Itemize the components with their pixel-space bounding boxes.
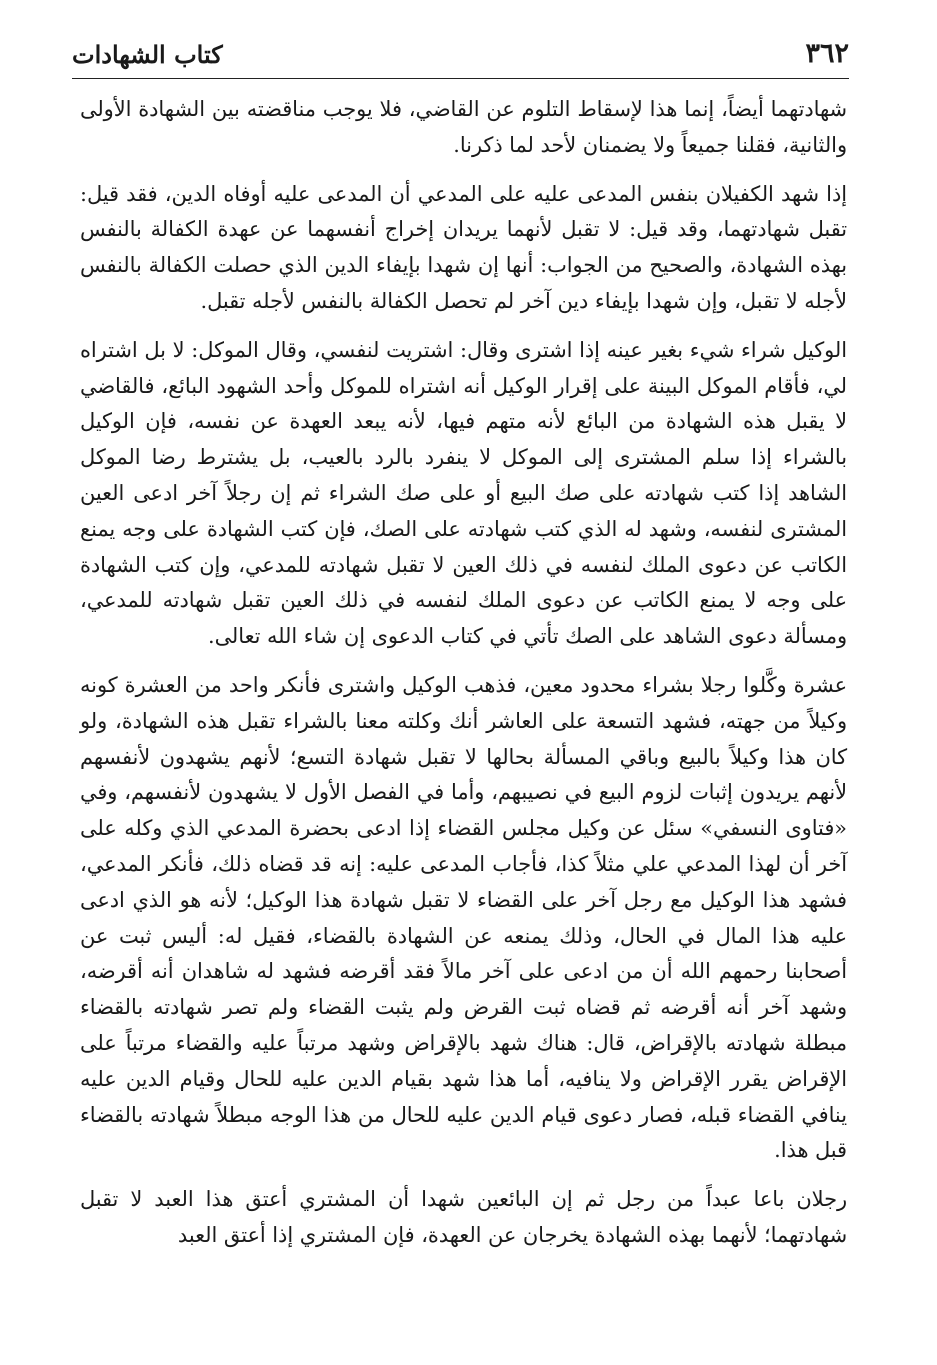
paragraph-ten-principals: عشرة وكَّلوا رجلا بشراء محدود معين، فذهب الوكيل واشترى فأنكر واحد من العشرة كونه وكيلاً من جهته، فشهد التسعة على العاشر أنك وكلته معنا بالشراء تقبل هذه الشهادة، ولو كان هذا وكيلاً بالبيع وباقي المسألة بحالها لا تقبل شهادة التسع؛ لأنهم يشهدون لأنفسهم لأنهم يريدون إثبات لزوم البيع في نصيبهم، وأما في الفصل الأول لا يشهدون لأنفسهم، وفي «فتاوى النسفي» سئل عن وكيل مجلس القضاء إذا ادعى بحضرة المدعي الذي وكله على آخر أن لهذا المدعي علي مثلاً كذا، فأجاب المدعى عليه: إنه قد قضاه ذلك، فأنكر المدعي، فشهد هذا الوكيل مع رجل آخر على القضاء لا تقبل شهادة هذا الوكيل؛ لأنه هو الذي ادعى عليه هذا المال في الحال، وذلك يمنعه عن الشهادة بالقضاء، فقيل له: أليس ثبت عن أصحابنا رحمهم الله أن من ادعى على آخر مالاً فقد أقرضه فشهد له شاهدان أنه أقرضه، وشهد آخر أنه أقرضه ثم قضاه ثبت القرض ولم يثبت القضاء ولم تصر شهادته بالقضاء مبطلة شهادته بالإقراض، قال: هناك شهد بالإقراض وشهد مرتباً عليه والقضاء مرتباً على الإقراض يقرر الإقراض ولا ينافيه، أما هذا شهد بقيام الدين عليه للحال وقيام الدين عليه ينافي القضاء قبله، فصار دعوى قيام الدين عليه للحال من هذا الوجه مبطلاً شهادته بالقضاء قبل هذا. xyxy=(80,672,847,1163)
header-divider xyxy=(72,78,849,79)
paragraph-guarantors-testimony: إذا شهد الكفيلان بنفس المدعى عليه على المدعي أن المدعى عليه أوفاه الدين، فقد قيل: تقبل شهادتهما، وقد قيل: لا تقبل لأنهما يريدان إخراج أنفسهما عن عهدة الكفالة بالنفس بهذه الشهادة، والصحيح من الجواب: أنها إن شهدا بإيفاء الدين الذي حصلت الكفالة بالنفس لأجله لا تقبل، وإن شهدا بإيفاء دين آخر لم تحصل الكفالة بالنفس لأجله تقبل. xyxy=(80,181,847,313)
running-header xyxy=(72,36,849,76)
paragraph-guarantor-testimony-continued: شهادتهما أيضاً، إنما هذا لإسقاط التلوم عن القاضي، فلا يوجب مناقضته بين الشهادة الأولى والثانية، فقلنا جميعاً ولا يضمنان لأحد لما ذكرنا. xyxy=(80,97,847,157)
body-text xyxy=(80,92,847,1254)
book-title: كتاب الشهادات xyxy=(72,40,223,69)
paragraph-two-sellers: رجلان باعا عبداً من رجل ثم إن البائعين شهدا أن المشتري أعتق هذا العبد لا تقبل شهادتهما؛ لأنهما بهذه الشهادة يخرجان عن العهدة، فإن المشتري إذا أعتق العبد xyxy=(80,1187,847,1247)
paragraph-agent-purchase: الوكيل شراء شيء بغير عينه إذا اشترى وقال: اشتريت لنفسي، وقال الموكل: لا بل اشتراه لي، فأقام الموكل البينة على إقرار الوكيل أنه اشتراه للموكل وأحد الشهود البائع، فالقاضي لا يقبل هذه الشهادة من البائع لأنه متهم فيها، لأنه يبعد العهدة عن نفسه، فإن الوكيل بالشراء إذا سلم المشترى إلى الموكل لا ينفرد بالرد بالعيب، بل يشترط رضا الموكل الشاهد إذا كتب شهادته على صك البيع أو على صك الشراء ثم إن رجلاً آخر ادعى العين المشترى لنفسه، وشهد له الذي كتب شهادته على الصك، فإن كتب الشهادة على وجه يمنع الكاتب عن دعوى الملك لنفسه في ذلك العين لا تقبل شهادته للمدعي، وإن كتب الشهادة على وجه لا يمنع الكاتب عن دعوى الملك لنفسه في ذلك العين تقبل شهادته للمدعي، ومسألة دعوى الشاهد على الصك تأتي في كتاب الدعوى إن شاء الله تعالى. xyxy=(80,337,847,649)
page-number: ٣٦٢ xyxy=(805,38,849,69)
